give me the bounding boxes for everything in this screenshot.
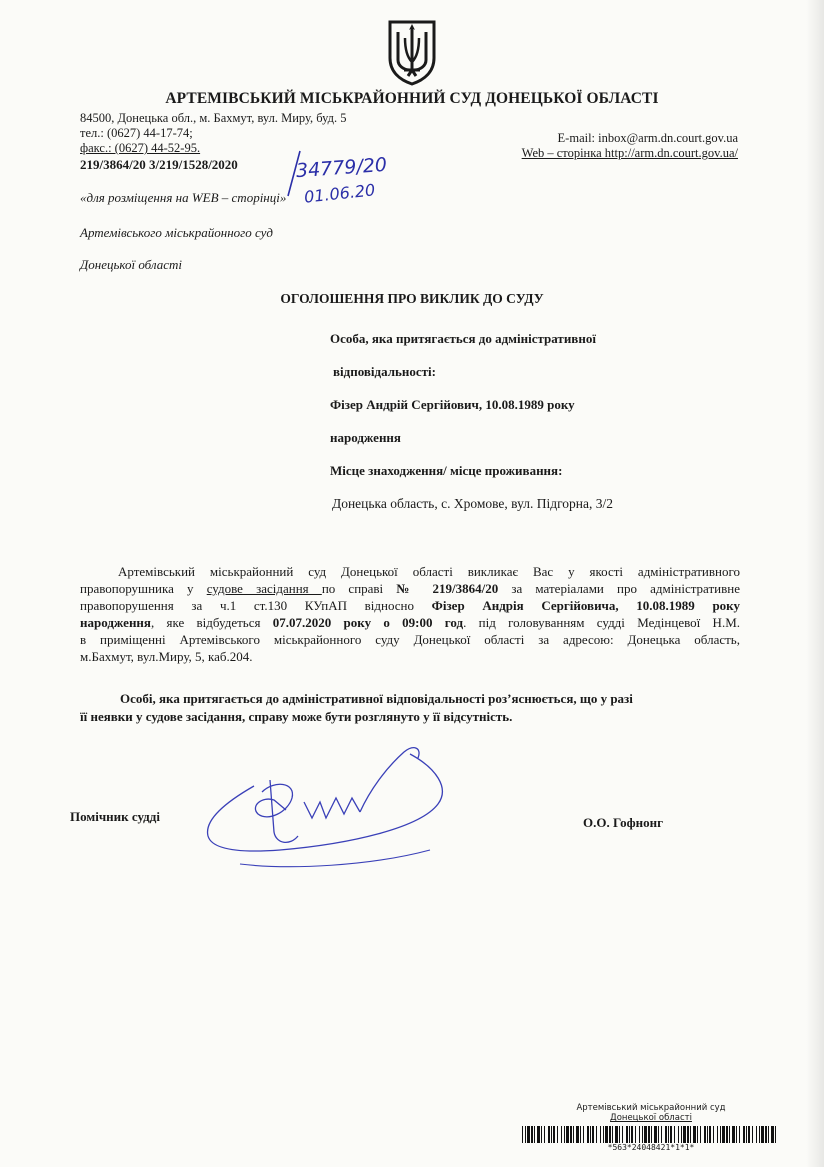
recipient-line-1: Артемівського міськрайонного суд [80, 225, 273, 240]
body-line-3 [80, 597, 740, 614]
warning-line-1: Особі, яка притягається до адміністративної відповідальності роз’яснюється, що у разі [120, 691, 633, 706]
person-label: Особа, яка притягається до адміністративної [330, 331, 596, 346]
court-stamp [520, 1103, 782, 1123]
web-placement-note: «для розміщення на WEB – сторінці» [80, 190, 287, 205]
coat-of-arms-icon [386, 18, 438, 86]
handwritten-registration-number: 34779/20 [295, 153, 388, 183]
warning-line-2: її неявки у судове засідання, справу може бути розглянуто у її відсутність. [80, 709, 513, 724]
barcode [522, 1126, 780, 1143]
person-name: Фізер Андрій Сергійович, 10.08.1989 року [330, 397, 575, 412]
body-text-span: правопорушника у [80, 581, 207, 596]
birth-word-bold: народження [80, 615, 151, 630]
defendant-name-bold: Фізер Андрія Сергійовича, 10.08.1989 року [431, 598, 740, 613]
handwritten-signature [200, 740, 460, 875]
person-location: Донецька область, с. Хромове, вул. Підгорна, 3/2 [332, 496, 613, 511]
announcement-title: ОГОЛОШЕННЯ ПРО ВИКЛИК ДО СУДУ [280, 291, 544, 306]
court-address: 84500, Донецька обл., м. Бахмут, вул. Миру, буд. 5 [80, 111, 347, 125]
body-line-6: м.Бахмут, вул.Миру, 5, каб.204. [80, 649, 253, 664]
court-email: E-mail: inbox@arm.dn.court.gov.ua [557, 131, 738, 145]
location-label: Місце знаходження/ місце проживання: [330, 463, 563, 478]
body-line-1: Артемівський міськрайонний суд Донецької області викликає Вас у якості адміністративного [118, 564, 740, 579]
page-edge-shadow [806, 0, 824, 1167]
body-text-span: за матеріалами про адміністративне [498, 581, 740, 596]
court-phone: тел.: (0627) 44-17-74; [80, 126, 193, 140]
body-line-4 [80, 614, 740, 631]
hearing-term: судове засідання [206, 581, 322, 596]
recipient-line-2: Донецької області [80, 257, 182, 272]
stamp-line-2: Донецької області [610, 1113, 692, 1123]
absence-warning [80, 690, 740, 726]
signer-name: О.О. Гофнонг [583, 815, 663, 830]
hearing-datetime-bold: 07.07.2020 року о 09:00 год [272, 615, 464, 630]
person-name-cont: народження [330, 430, 401, 445]
body-line-5: в приміщенні Артемівського міськрайонного суду Донецької області за адресою: Донецька область, [80, 632, 740, 647]
summons-body [80, 563, 740, 665]
case-numbers: 219/3864/20 3/219/1528/2020 [80, 157, 238, 172]
court-website: Web – сторінка http://arm.dn.court.gov.ua/ [521, 146, 738, 160]
case-number-bold: № 219/3864/20 [396, 581, 499, 596]
body-text-span: , яке відбудеться [150, 615, 273, 630]
body-text-span: правопорушення за ч.1 ст.130 КУпАП відносно [80, 598, 432, 613]
body-text-span: по справі [321, 581, 397, 596]
person-label-cont: відповідальності: [333, 364, 436, 379]
signer-position: Помічник судді [70, 809, 160, 824]
handwritten-registration-date: 01.06.20 [303, 180, 377, 207]
court-fax: факс.: (0627) 44-52-95. [80, 141, 201, 155]
body-text-span: . під головуванням судді Медінцевої Н.М. [463, 615, 740, 630]
court-name-heading: АРТЕМІВСЬКИЙ МІСЬКРАЙОННИЙ СУД ДОНЕЦЬКОЇ ОБЛАСТІ [165, 90, 659, 107]
barcode-number: *563*24048421*1*1* [607, 1143, 695, 1152]
stamp-line-1: Артемівський міськрайонний суд [576, 1103, 726, 1113]
body-line-2 [80, 580, 740, 597]
